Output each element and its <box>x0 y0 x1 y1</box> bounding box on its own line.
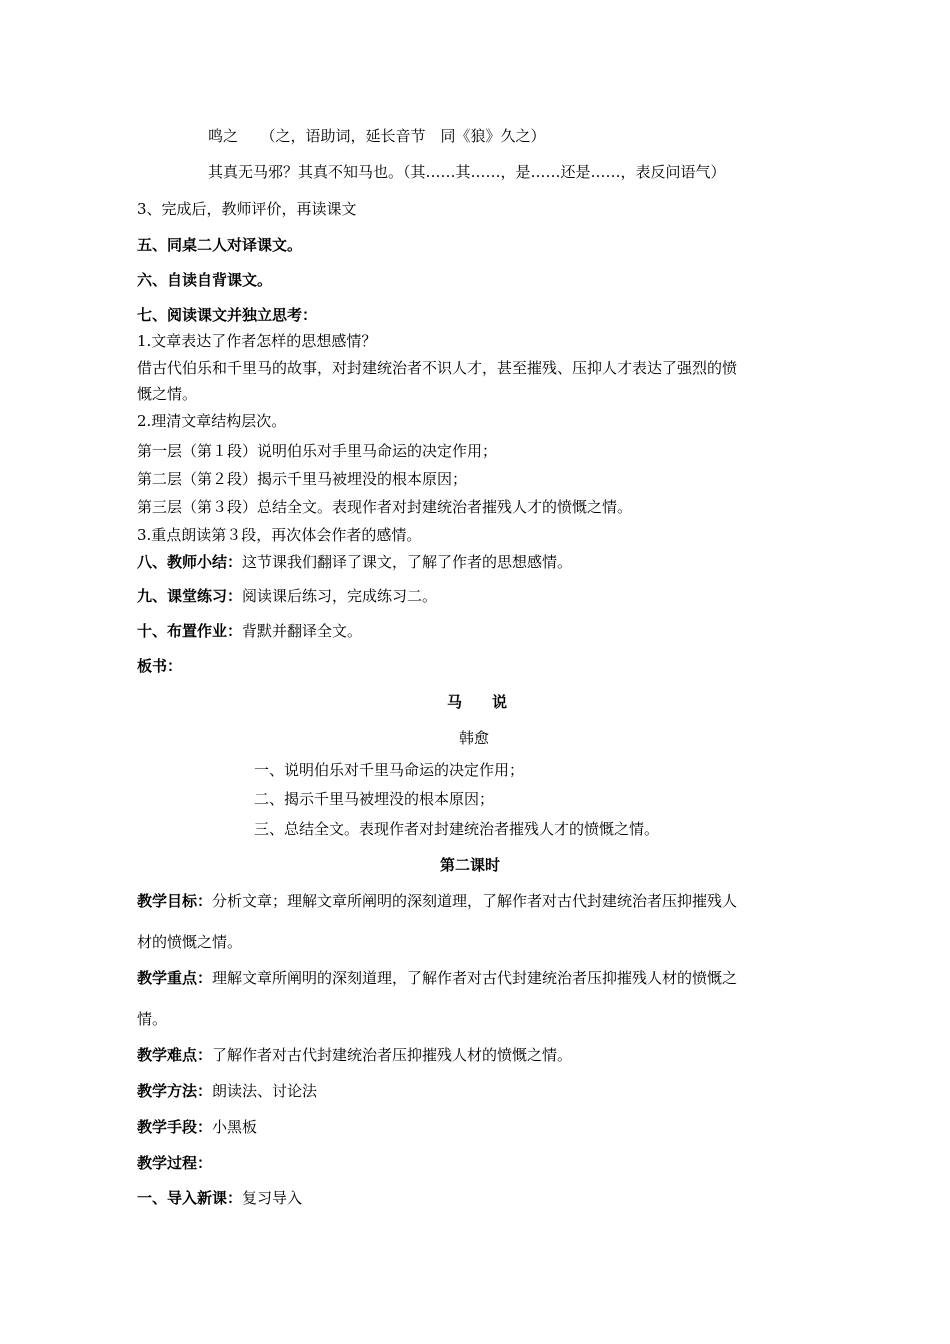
board-author: 韩愈 <box>459 729 490 747</box>
answer-line: 借古代伯乐和千里马的故事，对封建统治者不识人才，甚至摧残、压抑人才表达了强烈的愤 <box>137 359 738 377</box>
summary-line <box>137 552 572 572</box>
structure-line: 第二层（第２段）揭示千里马被埋没的根本原因； <box>137 470 468 488</box>
field-text: 理解文章所阐明的深刻道理，了解作者对古代封建统治者压抑摧残人材的愤慨之 <box>212 969 738 987</box>
field-text: 了解作者对古代封建统治者压抑摧残人材的愤慨之情。 <box>212 1046 573 1064</box>
structure-line: 第一层（第１段）说明伯乐对手里马命运的决定作用； <box>137 442 498 460</box>
section-heading: 六、自读自背课文。 <box>137 271 273 289</box>
section-heading: 五、同桌二人对译课文。 <box>137 236 303 254</box>
means-line <box>137 1117 257 1137</box>
question-line: 1.文章表达了作者怎样的思想感情？ <box>137 332 377 350</box>
field-label: 教学方法： <box>137 1082 213 1100</box>
answer-line: 慨之情。 <box>137 385 198 403</box>
section-text: 这节课我们翻译了课文，了解了作者的思想感情。 <box>242 553 573 571</box>
board-item: 三、总结全文。表现作者对封建统治者摧残人才的愤慨之情。 <box>254 820 660 838</box>
board-item: 二、揭示千里马被埋没的根本原因； <box>254 790 495 808</box>
board-label: 板书： <box>137 657 183 675</box>
annotation-line: 其真无马邪？其真不知马也。（其……其……，是……还是……，表反问语气） <box>208 163 726 181</box>
section-text: 背默并翻译全文。 <box>242 622 363 640</box>
lesson-title: 第二课时 <box>440 856 501 874</box>
section-text: 阅读课后练习，完成练习二。 <box>242 587 438 605</box>
section-heading: 七、阅读课文并独立思考： <box>137 306 318 324</box>
goal-line-cont: 材的愤慨之情。 <box>137 933 243 951</box>
board-item: 一、说明伯乐对千里马命运的决定作用； <box>254 761 525 779</box>
field-label: 教学手段： <box>137 1118 213 1136</box>
field-label: 教学目标： <box>137 892 213 910</box>
key-line <box>137 968 737 988</box>
section-text: 复习导入 <box>242 1189 303 1207</box>
field-text: 朗读法、讨论法 <box>212 1082 318 1100</box>
section-label: 一、导入新课： <box>137 1189 243 1207</box>
exercise-line <box>137 586 437 606</box>
process-label: 教学过程： <box>137 1154 213 1172</box>
field-label: 教学重点： <box>137 969 213 987</box>
field-text: 小黑板 <box>212 1118 258 1136</box>
question-line: 2.理清文章结构层次。 <box>137 412 287 430</box>
homework-line <box>137 621 362 641</box>
section-label: 八、教师小结： <box>137 553 243 571</box>
annotation-line: 鸣之 （之，语助词，延长音节 同《狼》久之） <box>208 127 546 145</box>
question-line: 3.重点朗读第３段，再次体会作者的感情。 <box>137 526 422 544</box>
section-label: 九、课堂练习： <box>137 587 243 605</box>
key-line-cont: 情。 <box>137 1010 168 1028</box>
board-title: 马 说 <box>447 693 508 711</box>
structure-line: 第三层（第３段）总结全文。表现作者对封建统治者摧残人才的愤慨之情。 <box>137 498 633 516</box>
field-text: 分析文章；理解文章所阐明的深刻道理，了解作者对古代封建统治者压抑摧残人 <box>212 892 738 910</box>
goal-line <box>137 891 737 911</box>
field-label: 教学难点： <box>137 1046 213 1064</box>
intro-line <box>137 1188 302 1208</box>
difficulty-line <box>137 1045 572 1065</box>
section-label: 十、布置作业： <box>137 622 243 640</box>
step-line: 3、完成后，教师评价，再读课文 <box>137 200 357 218</box>
method-line <box>137 1081 317 1101</box>
